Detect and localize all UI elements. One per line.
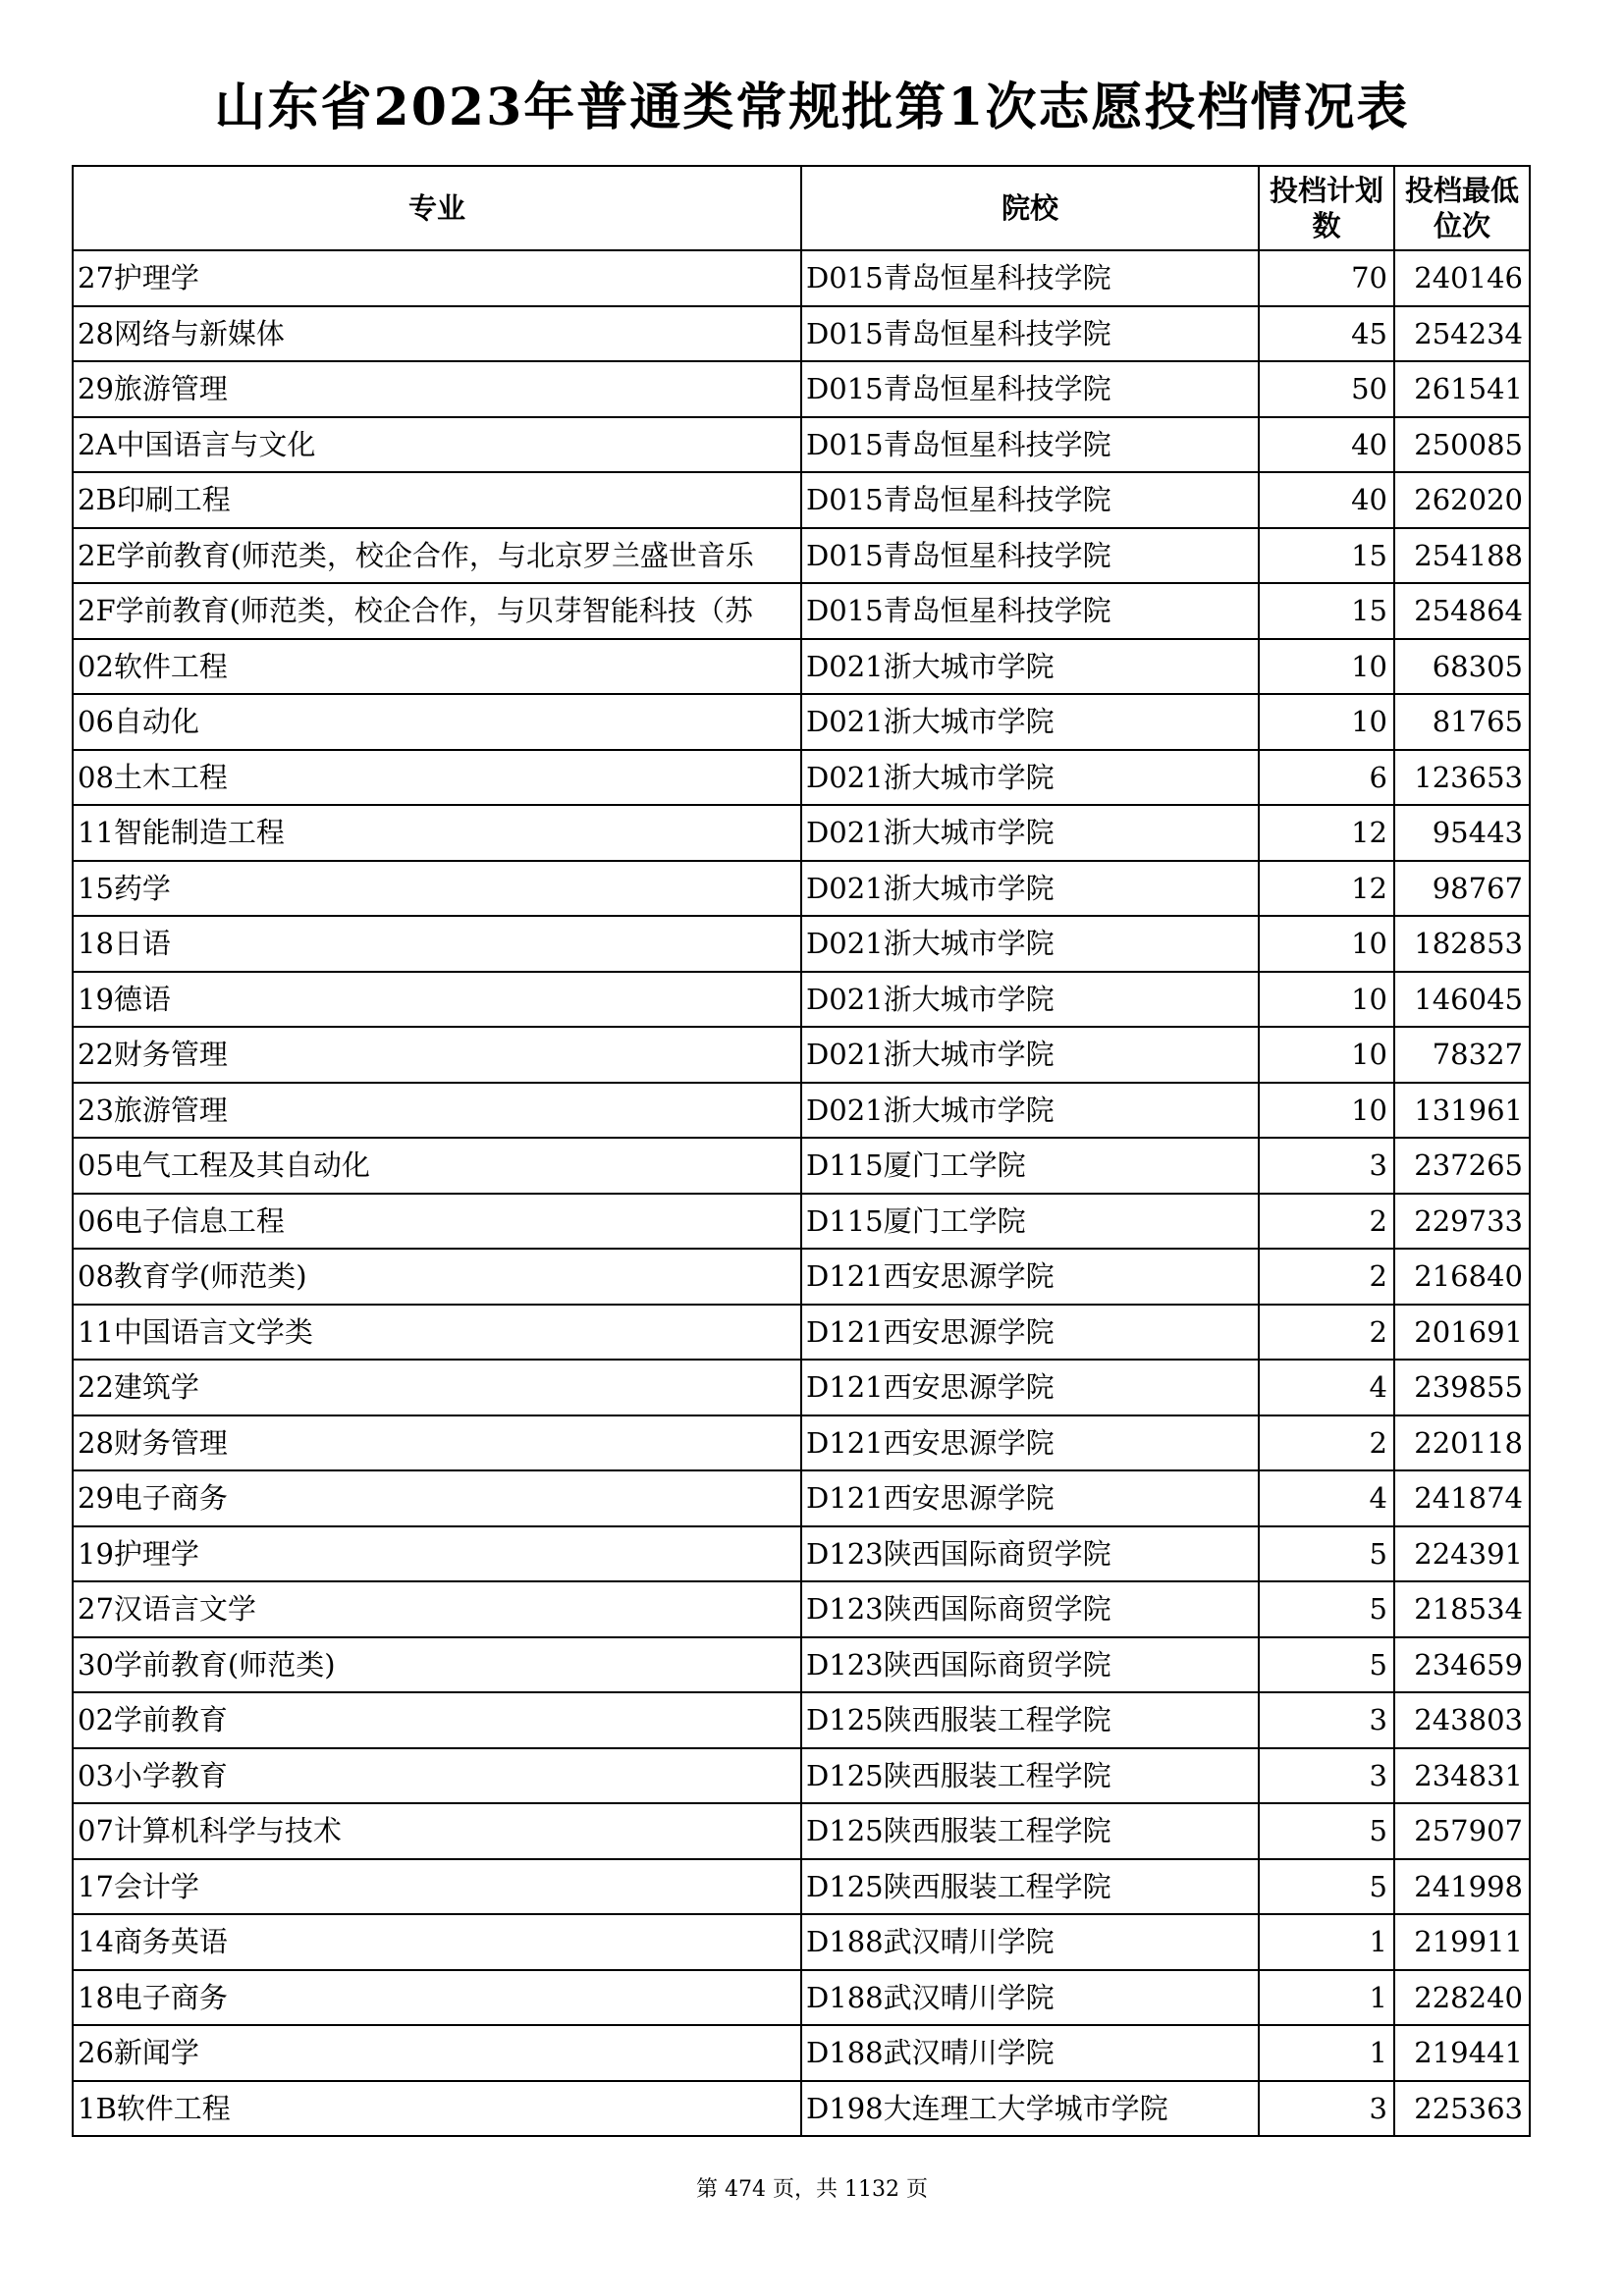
cell-rank: 131961 xyxy=(1394,1083,1530,1139)
table-row xyxy=(73,861,1530,917)
cell-rank: 257907 xyxy=(1394,1803,1530,1859)
cell-plan: 4 xyxy=(1259,1360,1394,1415)
cell-major: 06电子信息工程 xyxy=(73,1194,801,1250)
cell-rank: 78327 xyxy=(1394,1027,1530,1083)
cell-major: 29电子商务 xyxy=(73,1470,801,1526)
cell-major: 28财务管理 xyxy=(73,1415,801,1471)
table-row xyxy=(73,1305,1530,1361)
cell-rank: 228240 xyxy=(1394,1970,1530,2026)
table-row xyxy=(73,1249,1530,1305)
cell-rank: 68305 xyxy=(1394,639,1530,695)
cell-plan: 10 xyxy=(1259,694,1394,750)
cell-major: 27护理学 xyxy=(73,250,801,306)
table-header-row xyxy=(73,166,1530,250)
cell-plan: 6 xyxy=(1259,750,1394,806)
table-row xyxy=(73,2081,1530,2137)
cell-major: 2E学前教育(师范类，校企合作，与北京罗兰盛世音乐 xyxy=(73,528,801,584)
cell-major: 11中国语言文学类 xyxy=(73,1305,801,1361)
table-row xyxy=(73,1637,1530,1693)
cell-rank: 241874 xyxy=(1394,1470,1530,1526)
table-row xyxy=(73,2025,1530,2081)
cell-school: D015青岛恒星科技学院 xyxy=(801,361,1259,417)
cell-major: 08教育学(师范类) xyxy=(73,1249,801,1305)
table-row xyxy=(73,639,1530,695)
cell-plan: 50 xyxy=(1259,361,1394,417)
cell-major: 02软件工程 xyxy=(73,639,801,695)
cell-school: D015青岛恒星科技学院 xyxy=(801,528,1259,584)
cell-rank: 254188 xyxy=(1394,528,1530,584)
cell-plan: 4 xyxy=(1259,1470,1394,1526)
cell-plan: 3 xyxy=(1259,1748,1394,1804)
cell-plan: 2 xyxy=(1259,1415,1394,1471)
table-row xyxy=(73,250,1530,306)
cell-school: D021浙大城市学院 xyxy=(801,750,1259,806)
cell-rank: 234831 xyxy=(1394,1748,1530,1804)
cell-school: D021浙大城市学院 xyxy=(801,694,1259,750)
cell-school: D125陕西服装工程学院 xyxy=(801,1692,1259,1748)
cell-rank: 225363 xyxy=(1394,2081,1530,2137)
cell-school: D125陕西服装工程学院 xyxy=(801,1803,1259,1859)
cell-major: 08土木工程 xyxy=(73,750,801,806)
table-row xyxy=(73,1803,1530,1859)
cell-major: 11智能制造工程 xyxy=(73,805,801,861)
cell-major: 2B印刷工程 xyxy=(73,472,801,528)
cell-school: D123陕西国际商贸学院 xyxy=(801,1526,1259,1582)
cell-school: D125陕西服装工程学院 xyxy=(801,1859,1259,1915)
cell-major: 06自动化 xyxy=(73,694,801,750)
cell-school: D188武汉晴川学院 xyxy=(801,1914,1259,1970)
cell-school: D115厦门工学院 xyxy=(801,1194,1259,1250)
cell-rank: 201691 xyxy=(1394,1305,1530,1361)
cell-major: 22建筑学 xyxy=(73,1360,801,1415)
cell-major: 26新闻学 xyxy=(73,2025,801,2081)
cell-major: 30学前教育(师范类) xyxy=(73,1637,801,1693)
table-row xyxy=(73,1415,1530,1471)
cell-plan: 40 xyxy=(1259,472,1394,528)
cell-school: D021浙大城市学院 xyxy=(801,639,1259,695)
cell-rank: 261541 xyxy=(1394,361,1530,417)
cell-plan: 5 xyxy=(1259,1581,1394,1637)
cell-rank: 220118 xyxy=(1394,1415,1530,1471)
cell-school: D015青岛恒星科技学院 xyxy=(801,306,1259,362)
cell-rank: 182853 xyxy=(1394,916,1530,972)
cell-school: D021浙大城市学院 xyxy=(801,805,1259,861)
cell-rank: 254864 xyxy=(1394,583,1530,639)
cell-major: 2F学前教育(师范类，校企合作，与贝芽智能科技（苏 xyxy=(73,583,801,639)
cell-plan: 10 xyxy=(1259,639,1394,695)
table-row xyxy=(73,1138,1530,1194)
cell-plan: 10 xyxy=(1259,1083,1394,1139)
cell-plan: 1 xyxy=(1259,2025,1394,2081)
cell-rank: 241998 xyxy=(1394,1859,1530,1915)
table-row xyxy=(73,417,1530,473)
cell-plan: 45 xyxy=(1259,306,1394,362)
table-row xyxy=(73,1526,1530,1582)
cell-major: 19德语 xyxy=(73,972,801,1028)
cell-rank: 243803 xyxy=(1394,1692,1530,1748)
cell-plan: 3 xyxy=(1259,1692,1394,1748)
cell-school: D188武汉晴川学院 xyxy=(801,1970,1259,2026)
cell-plan: 5 xyxy=(1259,1859,1394,1915)
cell-major: 1B软件工程 xyxy=(73,2081,801,2137)
cell-rank: 81765 xyxy=(1394,694,1530,750)
header-school: 院校 xyxy=(801,166,1259,250)
cell-major: 07计算机科学与技术 xyxy=(73,1803,801,1859)
cell-plan: 2 xyxy=(1259,1194,1394,1250)
cell-plan: 2 xyxy=(1259,1249,1394,1305)
cell-rank: 229733 xyxy=(1394,1194,1530,1250)
cell-major: 03小学教育 xyxy=(73,1748,801,1804)
table-row xyxy=(73,694,1530,750)
page-footer: 第 474 页，共 1132 页 xyxy=(696,2177,928,2202)
cell-rank: 240146 xyxy=(1394,250,1530,306)
cell-school: D198大连理工大学城市学院 xyxy=(801,2081,1259,2137)
cell-plan: 70 xyxy=(1259,250,1394,306)
table-row xyxy=(73,972,1530,1028)
table-row xyxy=(73,1970,1530,2026)
cell-rank: 98767 xyxy=(1394,861,1530,917)
cell-plan: 15 xyxy=(1259,528,1394,584)
cell-school: D121西安思源学院 xyxy=(801,1305,1259,1361)
cell-school: D021浙大城市学院 xyxy=(801,861,1259,917)
table-row xyxy=(73,1360,1530,1415)
cell-major: 02学前教育 xyxy=(73,1692,801,1748)
cell-school: D188武汉晴川学院 xyxy=(801,2025,1259,2081)
table-row xyxy=(73,805,1530,861)
table-row xyxy=(73,1581,1530,1637)
cell-school: D123陕西国际商贸学院 xyxy=(801,1637,1259,1693)
cell-major: 22财务管理 xyxy=(73,1027,801,1083)
cell-plan: 5 xyxy=(1259,1803,1394,1859)
cell-rank: 224391 xyxy=(1394,1526,1530,1582)
cell-major: 19护理学 xyxy=(73,1526,801,1582)
cell-rank: 234659 xyxy=(1394,1637,1530,1693)
cell-major: 05电气工程及其自动化 xyxy=(73,1138,801,1194)
cell-plan: 10 xyxy=(1259,916,1394,972)
cell-rank: 237265 xyxy=(1394,1138,1530,1194)
cell-school: D115厦门工学院 xyxy=(801,1138,1259,1194)
cell-rank: 146045 xyxy=(1394,972,1530,1028)
table-row xyxy=(73,1692,1530,1748)
cell-plan: 15 xyxy=(1259,583,1394,639)
cell-school: D015青岛恒星科技学院 xyxy=(801,250,1259,306)
cell-rank: 262020 xyxy=(1394,472,1530,528)
cell-school: D021浙大城市学院 xyxy=(801,972,1259,1028)
cell-rank: 123653 xyxy=(1394,750,1530,806)
cell-school: D121西安思源学院 xyxy=(801,1470,1259,1526)
table-row xyxy=(73,306,1530,362)
cell-school: D021浙大城市学院 xyxy=(801,916,1259,972)
table-body xyxy=(73,250,1530,2136)
table-row xyxy=(73,750,1530,806)
header-rank: 投档最低位次 xyxy=(1394,166,1530,250)
cell-plan: 10 xyxy=(1259,972,1394,1028)
cell-rank: 219911 xyxy=(1394,1914,1530,1970)
cell-school: D015青岛恒星科技学院 xyxy=(801,417,1259,473)
table-row xyxy=(73,528,1530,584)
cell-plan: 10 xyxy=(1259,1027,1394,1083)
cell-major: 2A中国语言与文化 xyxy=(73,417,801,473)
cell-school: D121西安思源学院 xyxy=(801,1360,1259,1415)
page-title: 山东省2023年普通类常规批第1次志愿投档情况表 xyxy=(214,78,1410,137)
table-row xyxy=(73,1914,1530,1970)
cell-plan: 1 xyxy=(1259,1970,1394,2026)
cell-plan: 12 xyxy=(1259,861,1394,917)
cell-school: D021浙大城市学院 xyxy=(801,1083,1259,1139)
cell-rank: 239855 xyxy=(1394,1360,1530,1415)
cell-plan: 2 xyxy=(1259,1305,1394,1361)
cell-major: 18电子商务 xyxy=(73,1970,801,2026)
cell-school: D123陕西国际商贸学院 xyxy=(801,1581,1259,1637)
table-row xyxy=(73,916,1530,972)
cell-rank: 254234 xyxy=(1394,306,1530,362)
cell-plan: 3 xyxy=(1259,2081,1394,2137)
cell-plan: 40 xyxy=(1259,417,1394,473)
table-row xyxy=(73,361,1530,417)
cell-school: D121西安思源学院 xyxy=(801,1249,1259,1305)
header-plan: 投档计划数 xyxy=(1259,166,1394,250)
cell-rank: 216840 xyxy=(1394,1249,1530,1305)
cell-major: 14商务英语 xyxy=(73,1914,801,1970)
cell-plan: 3 xyxy=(1259,1138,1394,1194)
cell-plan: 1 xyxy=(1259,1914,1394,1970)
cell-major: 15药学 xyxy=(73,861,801,917)
table-row xyxy=(73,1470,1530,1526)
cell-major: 17会计学 xyxy=(73,1859,801,1915)
cell-rank: 219441 xyxy=(1394,2025,1530,2081)
cell-rank: 95443 xyxy=(1394,805,1530,861)
table-row xyxy=(73,1748,1530,1804)
cell-school: D015青岛恒星科技学院 xyxy=(801,472,1259,528)
admission-table xyxy=(72,165,1531,2137)
cell-rank: 218534 xyxy=(1394,1581,1530,1637)
cell-rank: 250085 xyxy=(1394,417,1530,473)
cell-school: D021浙大城市学院 xyxy=(801,1027,1259,1083)
table-row xyxy=(73,472,1530,528)
table-row xyxy=(73,1194,1530,1250)
table-row xyxy=(73,1859,1530,1915)
cell-plan: 12 xyxy=(1259,805,1394,861)
cell-major: 29旅游管理 xyxy=(73,361,801,417)
cell-major: 23旅游管理 xyxy=(73,1083,801,1139)
cell-major: 28网络与新媒体 xyxy=(73,306,801,362)
cell-school: D121西安思源学院 xyxy=(801,1415,1259,1471)
table-row xyxy=(73,583,1530,639)
cell-major: 27汉语言文学 xyxy=(73,1581,801,1637)
table-row xyxy=(73,1083,1530,1139)
cell-major: 18日语 xyxy=(73,916,801,972)
cell-school: D125陕西服装工程学院 xyxy=(801,1748,1259,1804)
cell-plan: 5 xyxy=(1259,1526,1394,1582)
table-row xyxy=(73,1027,1530,1083)
cell-school: D015青岛恒星科技学院 xyxy=(801,583,1259,639)
header-major: 专业 xyxy=(73,166,801,250)
cell-plan: 5 xyxy=(1259,1637,1394,1693)
